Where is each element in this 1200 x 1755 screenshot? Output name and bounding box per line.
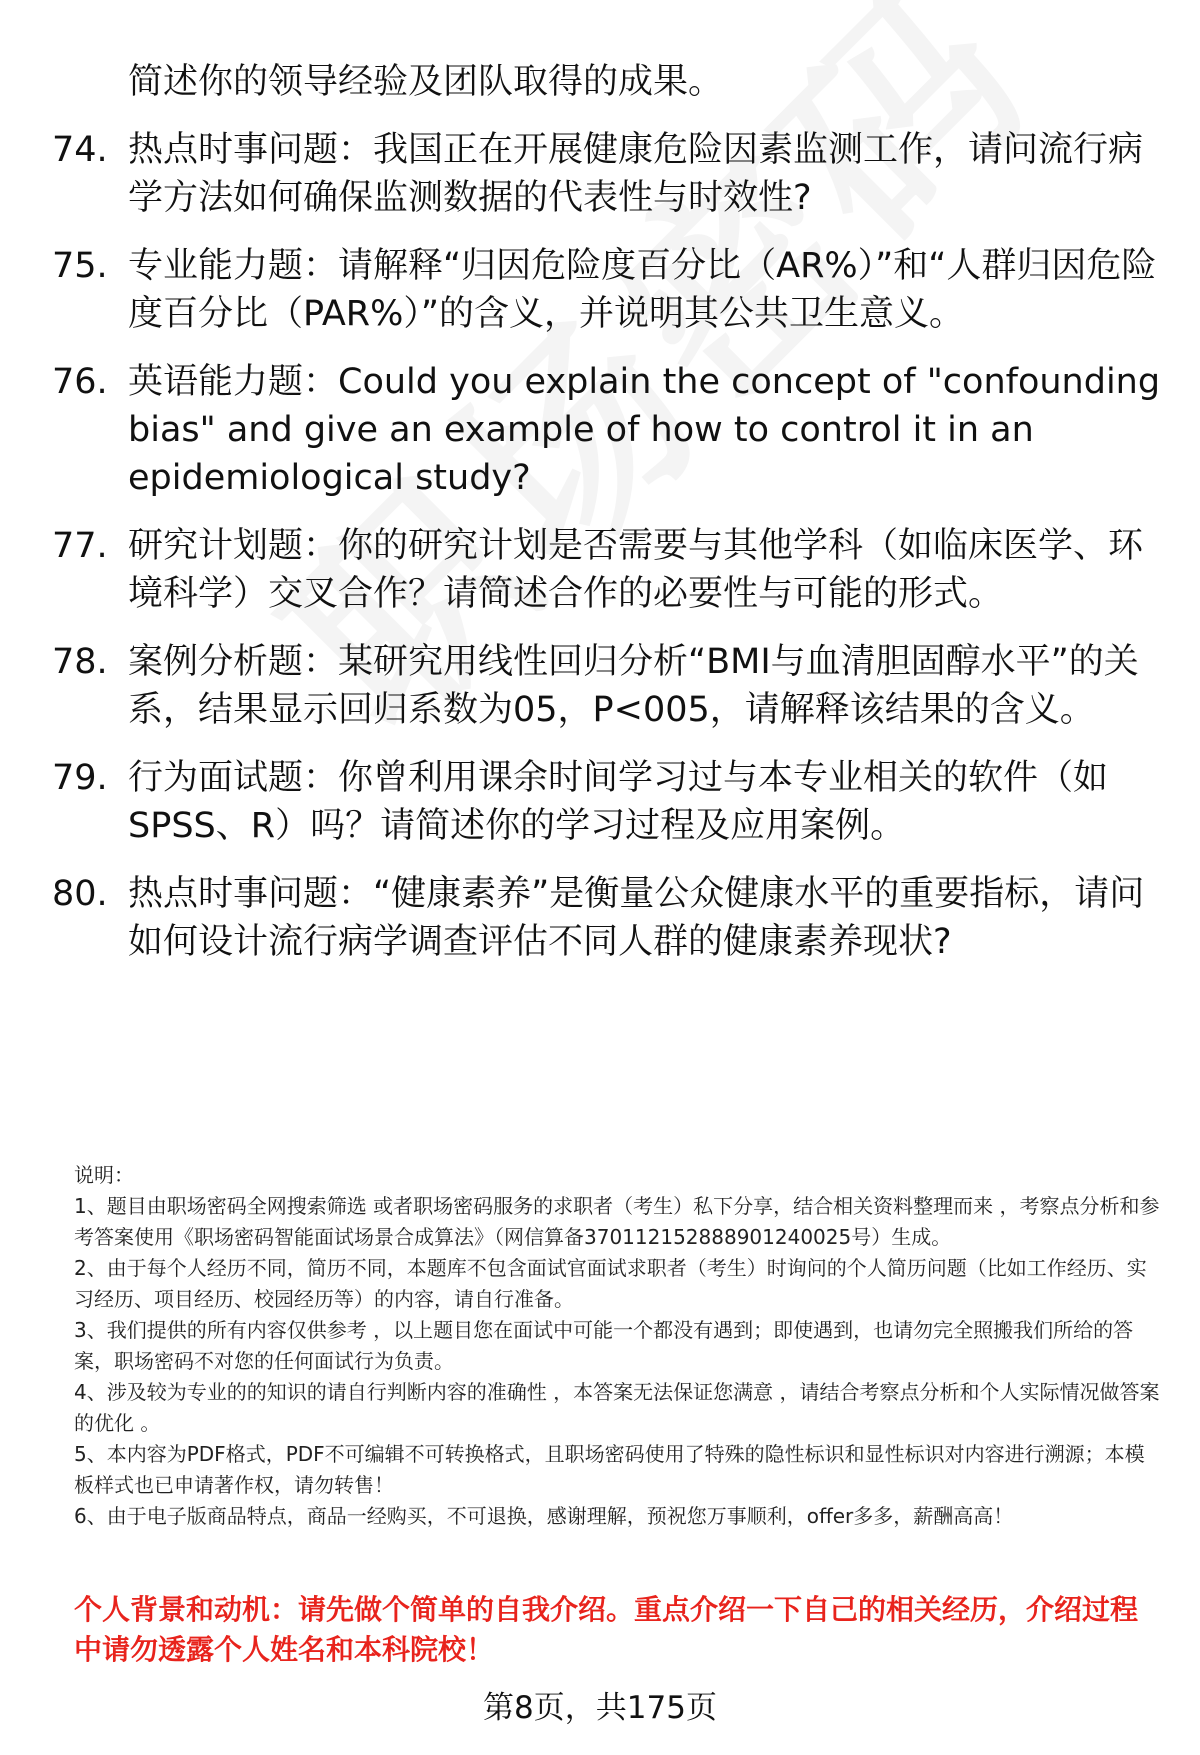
note-item: 5、本内容为PDF格式，PDF不可编辑不可转换格式，且职场密码使用了特殊的隐性标识和显性标识对内容进行溯源；本模板样式也已申请著作权，请勿转售！	[74, 1442, 1145, 1497]
note-item: 3、我们提供的所有内容仅供参考 ，以上题目您在面试中可能一个都没有遇到；即使遇到，也请勿完全照搬我们所给的答案，职场密码不对您的任何面试行为负责。	[74, 1318, 1134, 1373]
question-text: 热点时事问题：我国正在开展健康危险因素监测工作，请问流行病学方法如何确保监测数据的代表性与时效性?	[128, 130, 1144, 218]
question-text: 专业能力题：请解释“归因危险度百分比（AR%）”和“人群归因危险度百分比（PAR%）”的含义，并说明其公共卫生意义。	[128, 246, 1157, 334]
question-number: 78.	[52, 642, 108, 682]
question-number: 74.	[52, 130, 108, 170]
note-item: 6、由于电子版商品特点，商品一经购买，不可退换，感谢理解，预祝您万事顺利，offer多多，薪酬高高！	[74, 1504, 1014, 1528]
question-continuation: 简述你的领导经验及团队取得的成果。	[128, 62, 724, 102]
question-item	[52, 522, 1162, 618]
question-text: 研究计划题：你的研究计划是否需要与其他学科（如临床医学、环境科学）交叉合作？请简述合作的必要性与可能的形式。	[128, 526, 1144, 614]
question-item	[52, 754, 1162, 850]
question-item	[52, 242, 1162, 338]
question-text: 英语能力题：Could you explain the concept of "confounding bias" and give an example of how to control it in an epidemiological study?	[128, 362, 1161, 498]
note-item: 2、由于每个人经历不同，简历不同，本题库不包含面试官面试求职者（考生）时询问的个人简历问题（比如工作经历、实习经历、项目经历、校园经历等）的内容，请自行准备。	[74, 1256, 1147, 1311]
question-number: 77.	[52, 526, 108, 566]
notes-section	[74, 1160, 1164, 1532]
question-number: 76.	[52, 362, 108, 402]
note-item: 4、涉及较为专业的的知识的请自行判断内容的准确性 ，本答案无法保证您满意 ，请结合考察点分析和个人实际情况做答案的优化 。	[74, 1380, 1160, 1435]
page-number: 第8页，共175页	[483, 1690, 717, 1726]
question-item	[52, 870, 1162, 966]
question-item	[52, 638, 1162, 734]
question-item	[52, 126, 1162, 222]
question-text: 热点时事问题：“健康素养”是衡量公众健康水平的重要指标，请问如何设计流行病学调查评估不同人群的健康素养现状?	[128, 874, 1145, 962]
question-text: 行为面试题：你曾利用课余时间学习过与本专业相关的软件（如SPSS、R）吗？请简述你的学习过程及应用案例。	[128, 758, 1109, 846]
question-text: 案例分析题：某研究用线性回归分析“BMI与血清胆固醇水平”的关系，结果显示回归系数为05，P<005，请解释该结果的含义。	[128, 642, 1139, 730]
intro-prompt: 个人背景和动机：请先做个简单的自我介绍。重点介绍一下自己的相关经历，介绍过程中请勿透露个人姓名和本科院校！	[74, 1593, 1139, 1666]
question-number: 80.	[52, 874, 108, 914]
question-number: 75.	[52, 246, 108, 286]
notes-heading: 说明：	[74, 1163, 134, 1187]
question-item	[52, 358, 1162, 502]
question-number: 79.	[52, 758, 108, 798]
note-item: 1、题目由职场密码全网搜索筛选 或者职场密码服务的求职者（考生）私下分享，结合相关资料整理而来 ，考察点分析和参考答案使用《职场密码智能面试场景合成算法》（网信算备370112152888901240025号）生成。	[74, 1194, 1160, 1249]
question-list	[52, 58, 1162, 986]
